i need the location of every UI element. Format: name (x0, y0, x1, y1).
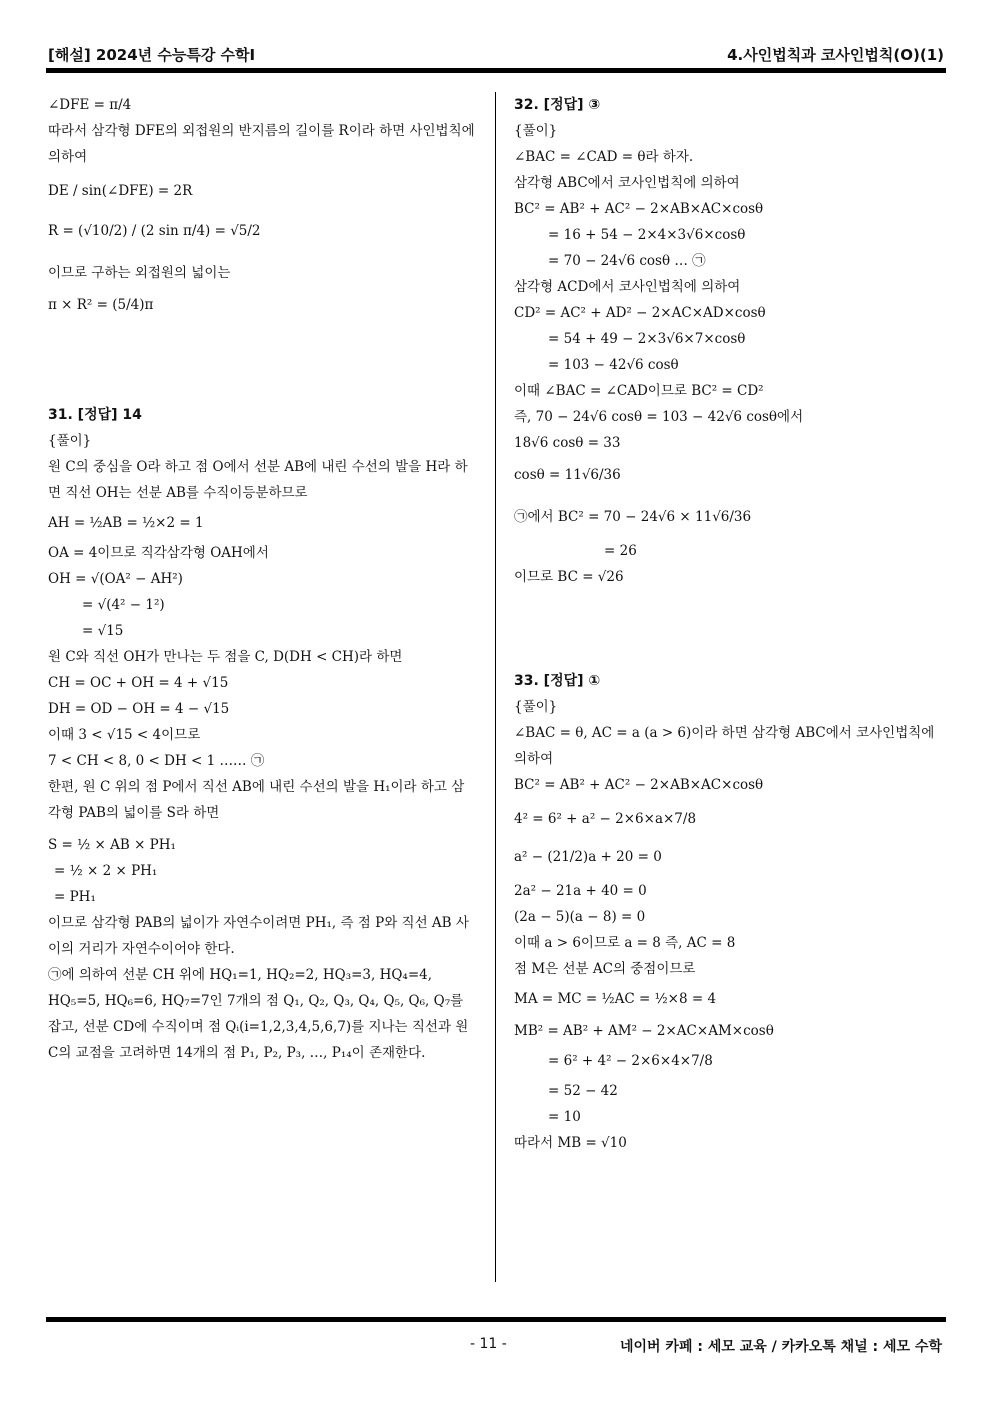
solution-label: {풀이} (514, 123, 558, 139)
formula-line: = √15 (82, 623, 124, 639)
footer-rule (46, 1317, 946, 1322)
formula-line: BC² = AB² + AC² − 2×AB×AC×cosθ (514, 201, 764, 217)
footer-channel-info: 네이버 카페 : 세모 교육 / 카카오톡 채널 : 세모 수학 (619, 1339, 942, 1355)
text-line: 이때 a > 6이므로 a = 8 즉, AC = 8 (514, 935, 736, 951)
formula-line: 4² = 6² + a² − 2×6×a×7/8 (514, 811, 697, 827)
formula-line: = 6² + 4² − 2×6×4×7/8 (548, 1053, 713, 1069)
text-line: OA = 4이므로 직각삼각형 OAH에서 (48, 545, 269, 561)
text-line: 한편, 원 C 위의 점 P에서 직선 AB에 내린 수선의 발을 H₁이라 하고 삼각형 PAB의 넓이를 S라 하면 (48, 779, 465, 821)
formula-line: = 16 + 54 − 2×4×3√6×cosθ (548, 227, 746, 243)
formula-line: MB² = AB² + AM² − 2×AC×AM×cosθ (514, 1023, 774, 1039)
formula-line: = 52 − 42 (548, 1083, 618, 1099)
q33-title: 33. [정답] ① (514, 673, 601, 689)
formula-line: (2a − 5)(a − 8) = 0 (514, 909, 646, 925)
text-line: 원 C의 중심을 O라 하고 점 O에서 선분 AB에 내린 수선의 발을 H라 하면 직선 OH는 선분 AB를 수직이등분하므로 (48, 459, 468, 501)
formula-line: BC² = AB² + AC² − 2×AB×AC×cosθ (514, 777, 764, 793)
formula-line: ∠DFE = π/4 (48, 97, 132, 113)
solution-label: {풀이} (48, 433, 92, 449)
text-line: 이때 ∠BAC = ∠CAD이므로 BC² = CD² (514, 383, 764, 399)
text-line: 삼각형 ACD에서 코사인법칙에 의하여 (514, 279, 741, 295)
text-line: ∠BAC = θ, AC = a (a > 6)이라 하면 삼각형 ABC에서 코사인법칙에 의하여 (514, 725, 935, 767)
formula-line: = √(4² − 1²) (82, 597, 165, 613)
solution-label: {풀이} (514, 699, 558, 715)
formula-line: AH = ½AB = ½×2 = 1 (48, 515, 204, 531)
formula-line: S = ½ × AB × PH₁ (48, 837, 176, 853)
text-line: ㉠에 의하여 선분 CH 위에 HQ₁=1, HQ₂=2, HQ₃=3, HQ₄=4, HQ₅=5, HQ₆=6, HQ₇=7인 7개의 점 Q₁, Q₂, Q₃, Q₄, Q₅, Q₆, Q₇를 잡고, 선분 CD에 수직이며 점 Qᵢ(i=1,2,3,4,5,6,7)를 지나는 직선과 원 C의 교점을 고려하면 14개의 점 P₁, P₂, P₃, …, P₁₄이 존재한다. (48, 967, 469, 1061)
formula-line: 18√6 cosθ = 33 (514, 435, 621, 451)
formula-line: = 103 − 42√6 cosθ (548, 357, 679, 373)
formula-line: = PH₁ (54, 889, 96, 905)
formula-line: = 70 − 24√6 cosθ … ㉠ (548, 253, 706, 269)
formula-line: ㉠에서 BC² = 70 − 24√6 × 11√6/36 (514, 509, 752, 525)
left-column (48, 92, 476, 1066)
text-line: 이므로 삼각형 PAB의 넓이가 자연수이려면 PH₁, 즉 점 P와 직선 AB 사이의 거리가 자연수이어야 한다. (48, 915, 469, 957)
formula-line: DH = OD − OH = 4 − √15 (48, 701, 230, 717)
q31-title: 31. [정답] 14 (48, 407, 142, 423)
column-divider (495, 92, 496, 1282)
formula-line: 7 < CH < 8, 0 < DH < 1 …… ㉠ (48, 753, 265, 769)
header-rule (46, 68, 946, 73)
formula-line: 2a² − 21a + 40 = 0 (514, 883, 647, 899)
formula-line: 따라서 MB = √10 (514, 1135, 627, 1151)
formula-line: 이므로 BC = √26 (514, 569, 624, 585)
text-line: 이므로 구하는 외접원의 넓이는 (48, 265, 231, 281)
formula-line: MA = MC = ½AC = ½×8 = 4 (514, 991, 717, 1007)
formula-line: = 10 (548, 1109, 581, 1125)
text-line: 따라서 삼각형 DFE의 외접원의 반지름의 길이를 R이라 하면 사인법칙에 의하여 (48, 123, 475, 165)
formula-line: = ½ × 2 × PH₁ (54, 863, 158, 879)
text-line: 이때 3 < √15 < 4이므로 (48, 727, 201, 743)
text-line: 즉, 70 − 24√6 cosθ = 103 − 42√6 cosθ에서 (514, 409, 804, 425)
text-line: 원 C와 직선 OH가 만나는 두 점을 C, D(DH < CH)라 하면 (48, 649, 403, 665)
q32-title: 32. [정답] ③ (514, 97, 601, 113)
header-left-title: [해설] 2024년 수능특강 수학Ⅰ (48, 46, 256, 64)
text-line: ∠BAC = ∠CAD = θ라 하자. (514, 149, 694, 165)
formula-line: π × R² = (5/4)π (48, 297, 154, 313)
formula-line: a² − (21/2)a + 20 = 0 (514, 849, 662, 865)
formula-line: CD² = AC² + AD² − 2×AC×AD×cosθ (514, 305, 766, 321)
formula-line: R = (√10/2) / (2 sin π/4) = √5/2 (48, 223, 261, 239)
formula-line: CH = OC + OH = 4 + √15 (48, 675, 229, 691)
text-line: 삼각형 ABC에서 코사인법칙에 의하여 (514, 175, 740, 191)
formula-line: = 54 + 49 − 2×3√6×7×cosθ (548, 331, 746, 347)
formula-line: = 26 (604, 543, 637, 559)
right-column (514, 92, 942, 1156)
header-right-title: 4.사인법칙과 코사인법칙(O)(1) (727, 46, 944, 64)
text-line: 점 M은 선분 AC의 중점이므로 (514, 961, 696, 977)
formula-line: DE / sin(∠DFE) = 2R (48, 183, 193, 199)
page-number: - 11 - (470, 1336, 507, 1352)
formula-line: cosθ = 11√6/36 (514, 467, 621, 483)
formula-line: OH = √(OA² − AH²) (48, 571, 183, 587)
